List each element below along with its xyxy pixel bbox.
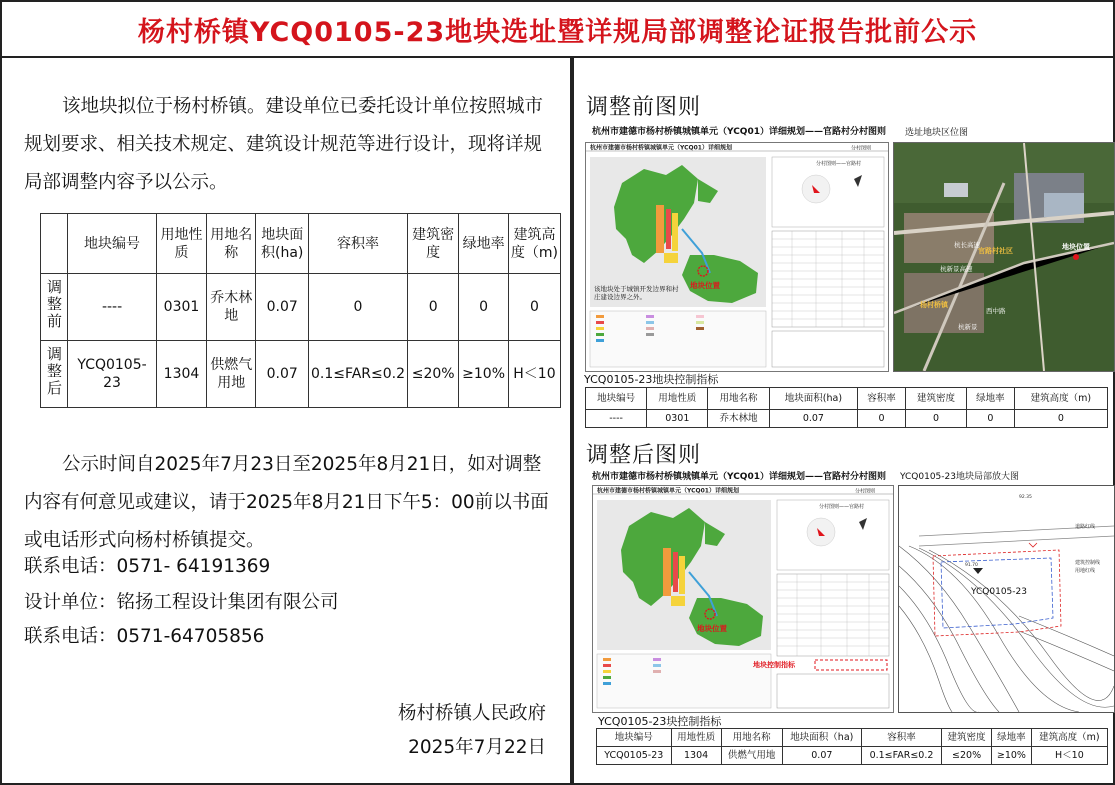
small-header-cell: 用地性质 — [647, 388, 708, 410]
plan-header-right: 分村图则 — [851, 145, 872, 152]
after-zoom-caption: YCQ0105-23地块局部放大图 — [900, 472, 1019, 482]
table-cell: 0 — [308, 274, 407, 341]
small-header-cell: 容积率 — [858, 388, 906, 410]
small-cell: 0 — [1014, 410, 1107, 428]
before-table-title: YCQ0105-23地块控制指标 — [584, 373, 719, 386]
column-divider — [570, 58, 574, 783]
table-cell: 0 — [508, 274, 560, 341]
table-cell: 0301 — [156, 274, 206, 341]
left-column — [2, 58, 570, 783]
table-cell: YCQ0105-23 — [68, 341, 157, 408]
zoom-parcel-label: YCQ0105-23 — [971, 587, 1027, 597]
sat-road-2: 杭新景高速 — [940, 265, 973, 273]
location-satellite-map — [893, 142, 1115, 372]
small-header-cell: 容积率 — [861, 729, 941, 747]
table-header-row — [41, 214, 561, 274]
small-data-row — [586, 410, 1108, 428]
small-header-cell: 地块面积(ha) — [769, 388, 858, 410]
small-header-cell: 建筑密度 — [942, 729, 992, 747]
after-plan-map — [592, 485, 894, 713]
header-cell: 绿地率 — [459, 214, 509, 274]
header-cell: 建筑密度 — [408, 214, 459, 274]
small-data-row — [597, 747, 1108, 765]
small-header-cell: 用地名称 — [708, 388, 769, 410]
header-cell: 地块面积(ha) — [256, 214, 309, 274]
small-cell: ---- — [586, 410, 647, 428]
table-cell: 0.1≤FAR≤0.2 — [308, 341, 407, 408]
small-cell: 0 — [905, 410, 966, 428]
before-indicator-table — [585, 387, 1108, 428]
notice-paragraph: 公示时间自2025年7月23日至2025年8月21日，如对调整内容有何意见或建议，请于2025年8月21日下午5：00前以书面或电话形式向杨村桥镇提交。 — [24, 454, 549, 551]
signature-org: 杨村桥镇人民政府 — [397, 703, 546, 724]
table-cell: 供燃气用地 — [206, 341, 255, 408]
header-cell: 建筑高度（m) — [508, 214, 560, 274]
small-header-cell: 地块编号 — [586, 388, 647, 410]
contact-designer: 设计单位：铭扬工程设计集团有限公司 — [24, 592, 339, 613]
small-header-cell: 用地名称 — [721, 729, 782, 747]
sat-site-label: 地块位置 — [1062, 243, 1090, 251]
row-label-before: 调整前 — [45, 279, 64, 330]
sat-village-1: 官路村社区 — [978, 247, 1013, 255]
small-header-cell: 绿地率 — [967, 388, 1015, 410]
before-sat-caption: 选址地块区位图 — [905, 128, 969, 138]
before-plan-title: 调整前图则 — [586, 95, 702, 120]
small-cell: 0 — [858, 410, 906, 428]
small-header-cell: 绿地率 — [992, 729, 1032, 747]
header-cell: 用地性质 — [156, 214, 206, 274]
title-bar — [2, 2, 1113, 58]
right-column — [578, 58, 1113, 783]
table-cell: 0.07 — [256, 341, 309, 408]
header-cell: 用地名称 — [206, 214, 255, 274]
sat-road-4: 杭新景 — [958, 323, 978, 331]
small-header-cell: 建筑高度（m) — [1014, 388, 1107, 410]
plan-header-right: 分村图则 — [855, 488, 876, 495]
small-header-cell: 建筑密度 — [905, 388, 966, 410]
sat-road-1: 杭长高速 — [954, 241, 980, 249]
table-row-before — [41, 274, 561, 341]
plan-header-text: 杭州市建德市杨村桥镇城镇单元（YCQ01）详细规划 — [597, 487, 739, 495]
before-plan-caption: 杭州市建德市杨村桥镇城镇单元（YCQ01）详细规划——官路村分村图则 — [592, 127, 886, 137]
sat-road-3: 西中路 — [986, 307, 1006, 315]
table-cell: ---- — [68, 274, 157, 341]
small-cell: 0.1≤FAR≤0.2 — [861, 747, 941, 765]
zoom-detail-map — [898, 485, 1115, 713]
after-plan-drawing — [593, 486, 893, 712]
table-row-after — [41, 341, 561, 408]
small-cell: YCQ0105-23 — [597, 747, 672, 765]
small-cell: H＜10 — [1031, 747, 1107, 765]
before-plan-drawing — [586, 143, 888, 371]
small-cell: 0.07 — [769, 410, 858, 428]
table-cell: 0 — [459, 274, 509, 341]
table-cell: ≥10% — [459, 341, 509, 408]
contact-phone-1: 联系电话：0571- 64191369 — [24, 556, 271, 577]
indicator-table — [40, 213, 561, 408]
intro-paragraph: 该地块拟位于杨村桥镇。建设单位已委托设计单位按照城市规划要求、相关技术规定、建筑设计规范等进行设计，现将详规局部调整内容予以公示。 — [24, 96, 544, 193]
contact-phone-2: 联系电话：0571-64705856 — [24, 626, 265, 647]
zoom-legend-3: 用地红线 — [1075, 568, 1096, 574]
page-title: 杨村桥镇YCQ0105-23地块选址暨详规局部调整论证报告批前公示 — [137, 16, 978, 48]
small-header-row — [586, 388, 1108, 410]
table-cell: 0.07 — [256, 274, 309, 341]
before-plan-map — [585, 142, 889, 372]
site-location-label: 地块位置 — [697, 624, 727, 633]
after-plan-title: 调整后图则 — [586, 443, 702, 468]
sat-village-2: 杨村桥镇 — [920, 301, 948, 309]
zoom-elev-2: 91.70 — [965, 563, 978, 568]
satellite-drawing — [894, 143, 1114, 371]
after-indicator-table — [596, 728, 1108, 765]
table-cell: H＜10 — [508, 341, 560, 408]
small-cell: 1304 — [671, 747, 721, 765]
plan-sub-text: 分村图则——官路村 — [819, 504, 865, 510]
small-cell: 0301 — [647, 410, 708, 428]
table-cell: ≤20% — [408, 341, 459, 408]
after-table-title: YCQ0105-23块控制指标 — [598, 715, 722, 728]
site-marker-icon — [1073, 254, 1079, 260]
plan-sub-text: 分村图则——官路村 — [816, 161, 862, 167]
small-cell: ≤20% — [942, 747, 992, 765]
small-header-cell: 建筑高度（m) — [1031, 729, 1107, 747]
small-header-row — [597, 729, 1108, 747]
small-header-cell: 地块面积（ha) — [782, 729, 861, 747]
zoom-drawing — [899, 486, 1114, 712]
table-cell: 0 — [408, 274, 459, 341]
header-cell: 容积率 — [308, 214, 407, 274]
small-cell: 乔木林地 — [708, 410, 769, 428]
table-cell: 乔木林地 — [206, 274, 255, 341]
village-boundary-note: 该地块处于城镇开发边界和村庄建设边界之外。 — [594, 285, 679, 301]
small-header-cell: 地块编号 — [597, 729, 672, 747]
small-cell: 0.07 — [782, 747, 861, 765]
small-cell: 供燃气用地 — [721, 747, 782, 765]
small-header-cell: 用地性质 — [671, 729, 721, 747]
zoom-elev-1: 92.35 — [1019, 495, 1032, 500]
header-cell: 地块编号 — [68, 214, 157, 274]
table-cell: 1304 — [156, 341, 206, 408]
zoom-legend-1: 道路红线 — [1075, 524, 1096, 530]
after-plan-caption: 杭州市建德市杨村桥镇城镇单元（YCQ01）详细规划——官路村分村图则 — [592, 472, 886, 482]
zoom-legend-2: 建筑控制线 — [1075, 560, 1101, 566]
site-location-label: 地块位置 — [690, 281, 720, 290]
control-index-label: 地块控制指标 — [753, 661, 795, 669]
row-label-after: 调整后 — [45, 346, 64, 397]
plan-header-text: 杭州市建德市杨村桥镇城镇单元（YCQ01）详细规划 — [590, 144, 732, 152]
signature-date: 2025年7月22日 — [408, 737, 546, 758]
small-cell: 0 — [967, 410, 1015, 428]
small-cell: ≥10% — [992, 747, 1032, 765]
